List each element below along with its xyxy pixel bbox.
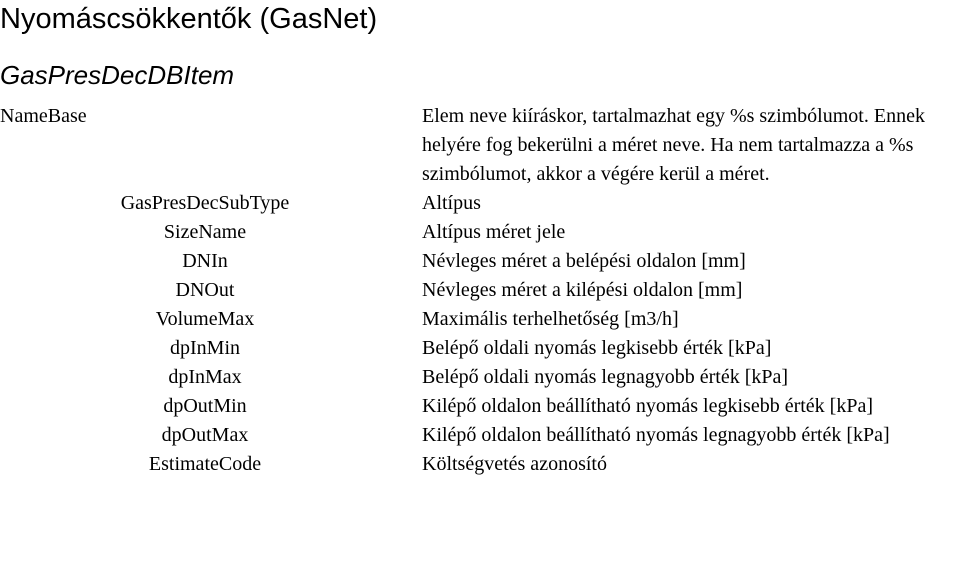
field-description: Altípus méret jele: [422, 221, 566, 243]
field-name: SizeName: [163, 221, 247, 243]
section-title: GasPresDecDBItem: [0, 60, 235, 90]
field-name: DNOut: [175, 279, 235, 301]
field-description: Kilépő oldalon beállítható nyomás legkisebb érték [kPa]: [422, 395, 873, 417]
definition-row-volumemax: [0, 305, 959, 334]
field-name: dpInMin: [170, 337, 240, 359]
definition-row-dpinmax: [0, 363, 959, 392]
field-description: Költségvetés azonosító: [422, 453, 607, 475]
field-name: DNIn: [182, 250, 228, 272]
field-description: Névleges méret a kilépési oldalon [mm]: [422, 279, 743, 301]
field-description: Névleges méret a belépési oldalon [mm]: [422, 250, 746, 272]
page-title: Nyomáscsökkentők (GasNet): [0, 3, 378, 35]
definition-row-gaspresdecsubtype: [0, 189, 959, 218]
definition-row-dpinmin: [0, 334, 959, 363]
field-description: Belépő oldali nyomás legkisebb érték [kPa]: [422, 337, 772, 359]
field-name: dpOutMax: [161, 424, 249, 446]
field-description: Belépő oldali nyomás legnagyobb érték [kPa]: [422, 366, 789, 388]
field-name: NameBase: [0, 105, 87, 127]
field-name: dpInMax: [168, 366, 242, 388]
field-description: Elem neve kiíráskor, tartalmazhat egy %s szimbólumot. Ennek helyére fog bekerülni a méret neve. Ha nem tartalmazza a %s szimbólumot, akkor a végére kerül a méret.: [422, 105, 925, 185]
definition-row-namebase: [0, 102, 959, 189]
field-description: Kilépő oldalon beállítható nyomás legnagyobb érték [kPa]: [422, 424, 890, 446]
field-name: EstimateCode: [148, 453, 262, 475]
definition-list: [0, 102, 959, 479]
field-name: GasPresDecSubType: [120, 192, 290, 214]
definition-row-dnout: [0, 276, 959, 305]
definition-row-dnin: [0, 247, 959, 276]
definition-row-sizename: [0, 218, 959, 247]
definition-row-dpoutmin: [0, 392, 959, 421]
definition-row-dpoutmax: [0, 421, 959, 450]
definition-row-estimatecode: [0, 450, 959, 479]
field-name: VolumeMax: [155, 308, 255, 330]
field-name: dpOutMin: [163, 395, 247, 417]
field-description: Altípus: [422, 192, 481, 214]
field-description: Maximális terhelhetőség [m3/h]: [422, 308, 679, 330]
